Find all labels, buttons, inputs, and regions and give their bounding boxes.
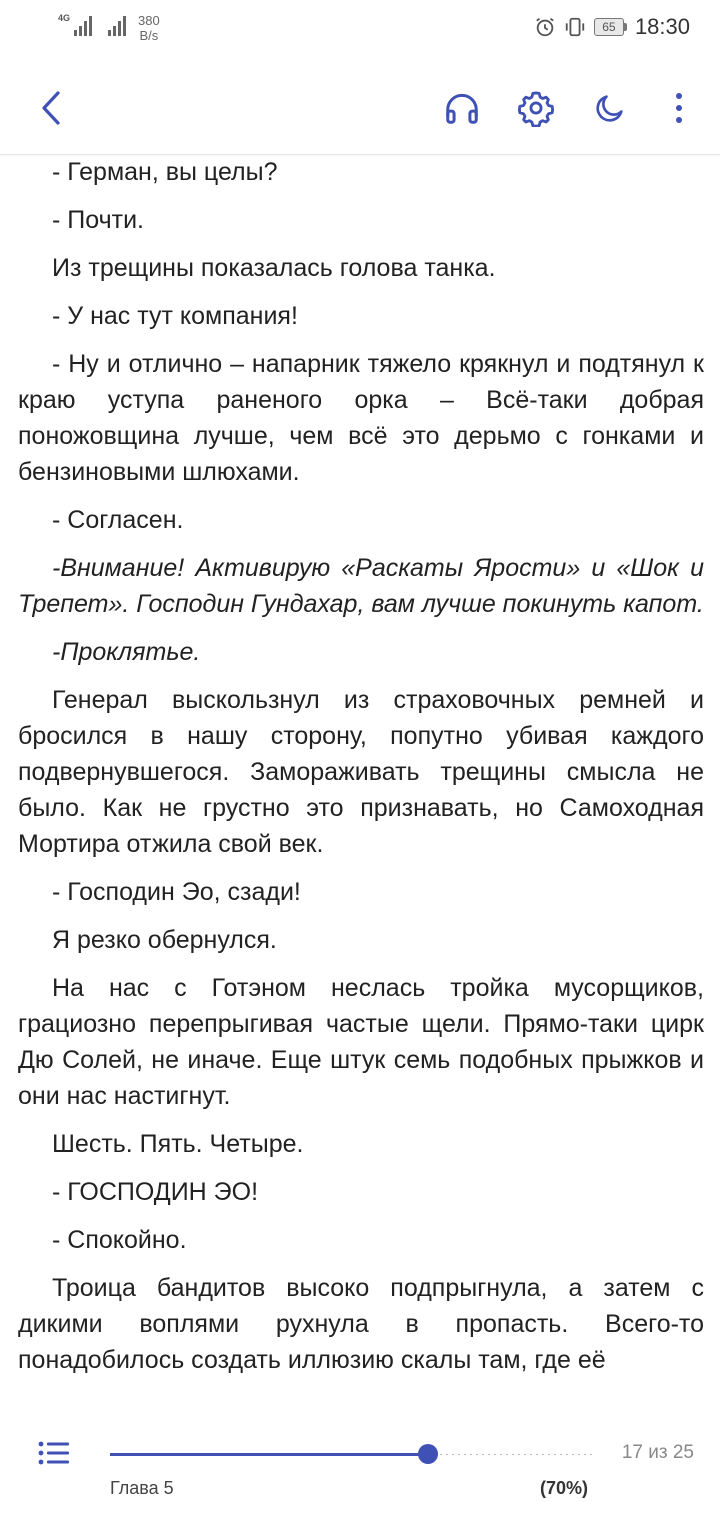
paragraph: Генерал выскользнул из страховочных ремней и бросился в нашу сторону, попутно убивая каждого подвернувшегося. Замораживать трещины смысла не было. Как не грустно это признавать, но Самоходная Мортира отжила свой век.: [18, 686, 704, 858]
more-vert-icon: [674, 91, 684, 125]
reading-area[interactable]: [18, 154, 704, 1422]
battery-level: 65: [594, 18, 624, 36]
vibrate-icon: [564, 16, 586, 38]
paragraph: -Проклятье.: [52, 638, 201, 666]
headphones-icon: [443, 89, 481, 127]
paragraph: - Почти.: [52, 206, 144, 234]
progress-percent: (70%): [540, 1478, 589, 1498]
chapter-label: Глава 5: [110, 1478, 174, 1498]
paragraph: -Внимание! Активирую «Раскаты Ярости» и «Шок и Трепет». Господин Гундахар, вам лучше покинуть капот.: [18, 554, 704, 618]
paragraph: - У нас тут компания!: [52, 302, 298, 330]
network-speed: [138, 13, 160, 43]
settings-button[interactable]: [514, 86, 558, 130]
page-counter: 17 из 25: [621, 1442, 694, 1463]
signal-icon: [108, 14, 126, 36]
paragraph: Троица бандитов высоко подпрыгнула, а затем с дикими воплями рухнула в пропасть. Всего-то понадобилось создать иллюзию скалы там, где её: [18, 1274, 704, 1374]
network-type: 4G: [58, 13, 71, 23]
signal-icon: [58, 14, 92, 36]
night-mode-button[interactable]: [588, 86, 632, 130]
speed-value: 380: [138, 13, 160, 28]
paragraph: - Ну и отлично – напарник тяжело крякнул и подтянул к краю уступа раненого орка – Всё-таки добрая поножовщина лучше, чем всё это дерьмо с гонками и бензиновыми шлюхами.: [18, 350, 704, 486]
paragraph: - ГОСПОДИН ЭО!: [52, 1178, 259, 1206]
status-bar: [0, 0, 720, 60]
clock: 18:30: [634, 14, 690, 39]
back-button[interactable]: [30, 86, 74, 130]
alarm-icon: [534, 16, 556, 38]
list-icon: [38, 1440, 70, 1466]
paragraph: Шесть. Пять. Четыре.: [52, 1130, 304, 1158]
battery-icon: [594, 18, 627, 36]
status-left: [58, 14, 160, 43]
reader-bottom-bar: [0, 1422, 720, 1520]
paragraph: - Герман, вы целы?: [52, 158, 278, 186]
reader-toolbar: [0, 60, 720, 155]
paragraph: Я резко обернулся.: [52, 926, 277, 954]
gear-icon: [517, 89, 555, 127]
audio-button[interactable]: [440, 86, 484, 130]
progress-thumb[interactable]: [418, 1444, 438, 1464]
paragraph: - Согласен.: [52, 506, 184, 534]
progress-fill: [110, 1453, 428, 1456]
toc-button[interactable]: [38, 1440, 72, 1468]
paragraph: На нас с Готэном неслась тройка мусорщиков, грациозно перепрыгивая частые щели. Прямо-таки цирк Дю Солей, не иначе. Еще штук семь подобных прыжков и они нас настигнут.: [18, 974, 704, 1110]
paragraph: - Спокойно.: [52, 1226, 187, 1254]
progress-slider[interactable]: [110, 1453, 592, 1456]
moon-icon: [593, 91, 627, 125]
speed-unit: B/s: [139, 28, 159, 43]
back-arrow-icon: [37, 90, 67, 126]
paragraph: Из трещины показалась голова танка.: [52, 254, 496, 282]
paragraph: - Господин Эо, сзади!: [52, 878, 301, 906]
status-right: [534, 14, 690, 40]
more-options-button[interactable]: [657, 86, 701, 130]
